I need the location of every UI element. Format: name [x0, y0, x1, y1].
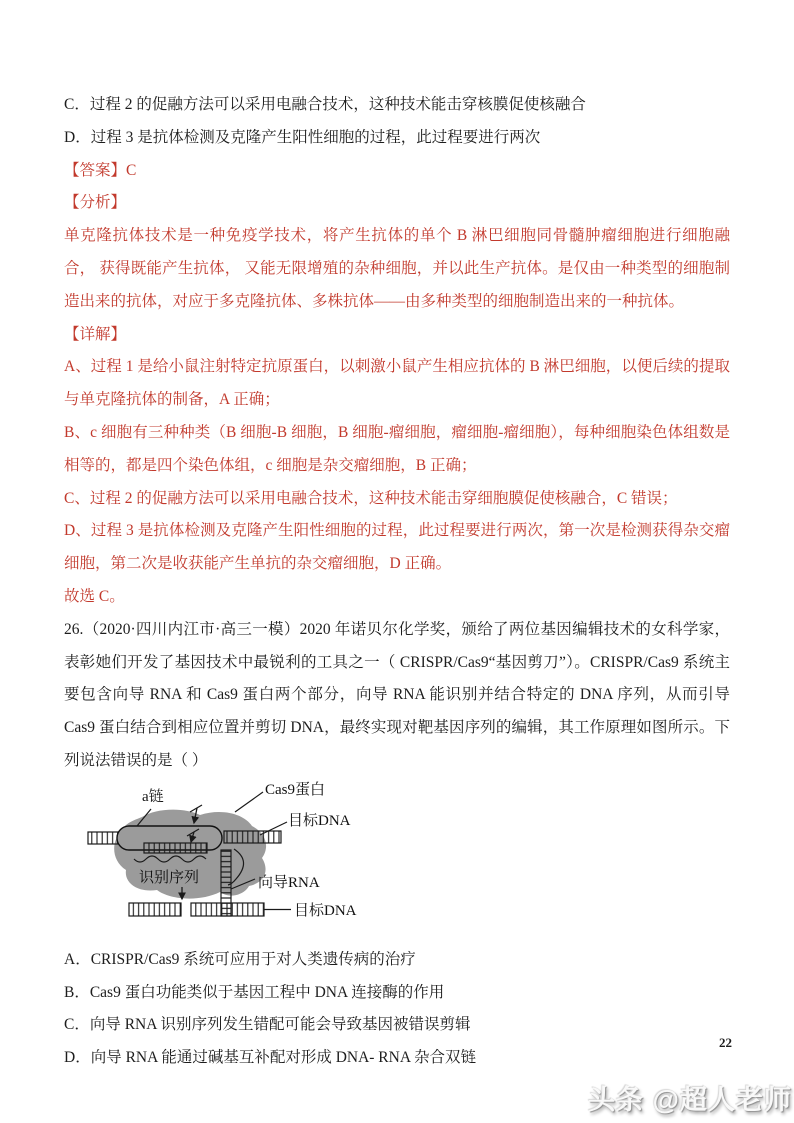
cas9-leader-line: [235, 792, 263, 812]
prev-option-c: C．过程 2 的促融方法可以采用电融合技术，这种技术能击穿核膜促使核融合: [64, 96, 586, 113]
detail-c: C、过程 2 的促融方法可以采用电融合技术，这种技术能击穿细胞膜促使核融合，C 错误；: [64, 489, 678, 507]
conclusion-line: 故选 C。: [64, 587, 125, 605]
detail-a: A、过程 1 是给小鼠注射特定抗原蛋白，以刺激小鼠产生相应抗体的 B 淋巴细胞，以便后续的提取与单克隆抗体的制备，A 正确；: [64, 358, 730, 409]
question-26-stem: 26.（2020·四川内江市·高三一模）2020 年诺贝尔化学奖，颁给了两位基因编辑技术的女科学家，表彰她们开发了基因技术中最锐利的工具之一（ CRISPR/Cas9“基因剪刀”）。CRISPR/Cas9 系统主要包含向导 RNA 和 Cas9 蛋白两个部分，向导 RNA 能识别并结合特定的 DNA 序列，从而引导 Cas9 蛋白结合到相应位置并剪切 DNA，最终实现对靶基因序列的编辑，其工作原理如图所示。下列说法错误的是（ ）: [64, 620, 730, 769]
target-dna-top-label: 目标DNA: [288, 812, 351, 829]
watermark: 头条 @超人老师: [588, 1085, 792, 1115]
page-content: [64, 89, 730, 1075]
target-dna-ladder-right: [224, 831, 281, 843]
cut-dna-ladder-bottom-left: [129, 903, 181, 916]
rna-dna-pairing-ladder: [144, 843, 207, 853]
detail-label: 【详解】: [64, 325, 127, 343]
page-number: 22: [719, 1035, 732, 1050]
prev-option-d: D．过程 3 是抗体检测及克隆产生阳性细胞的过程，此过程要进行两次: [64, 128, 541, 146]
cas9-protein-label: Cas9蛋白: [265, 781, 326, 798]
recognition-sequence-label: 识别序列: [139, 869, 200, 886]
guide-rna-label: 向导RNA: [258, 874, 320, 891]
target-dna-bottom-label: 目标DNA: [294, 902, 357, 919]
crispr-cas9-figure: [84, 781, 446, 933]
a-chain-label: a链: [142, 788, 164, 805]
question-26-option-a: A．CRISPR/Cas9 系统可应用于对人类遗传病的治疗: [64, 950, 416, 968]
question-26-option-c: C．向导 RNA 识别序列发生错配可能会导致基因被错误剪辑: [64, 1016, 471, 1034]
detail-b: B、c 细胞有三种种类（B 细胞-B 细胞，B 细胞-瘤细胞，瘤细胞-瘤细胞），每种细胞染色体组数是相等的，都是四个染色体组，c 细胞是杂交瘤细胞，B 正确；: [64, 423, 730, 474]
answer-line: 【答案】C: [64, 161, 137, 179]
target-dna-ladder-left: [88, 832, 118, 844]
detail-d: D、过程 3 是抗体检测及克隆产生阳性细胞的过程，此过程要进行两次，第一次是检测获得杂交瘤细胞，第二次是收获能产生单抗的杂交瘤细胞，D 正确。: [64, 522, 730, 573]
crispr-cas9-diagram: [84, 781, 446, 938]
cut-dna-ladder-bottom-right: [191, 903, 264, 916]
question-26-option-b: B．Cas9 蛋白功能类似于基因工程中 DNA 连接酶的作用: [64, 983, 445, 1001]
question-26-option-d: D．向导 RNA 能通过碱基互补配对形成 DNA- RNA 杂合双链: [64, 1049, 477, 1067]
analysis-text: 单克隆抗体技术是一种免疫学技术，将产生抗体的单个 B 淋巴细胞同骨髓肿瘤细胞进行细胞融合， 获得既能产生抗体， 又能无限增殖的杂种细胞，并以此生产抗体。是仅由一种类型的细胞制造出来的抗体，对应于多克隆抗体、多株抗体——由多种类型的细胞制造出来的一种抗体。: [64, 227, 730, 310]
analysis-label: 【分析】: [64, 194, 127, 212]
